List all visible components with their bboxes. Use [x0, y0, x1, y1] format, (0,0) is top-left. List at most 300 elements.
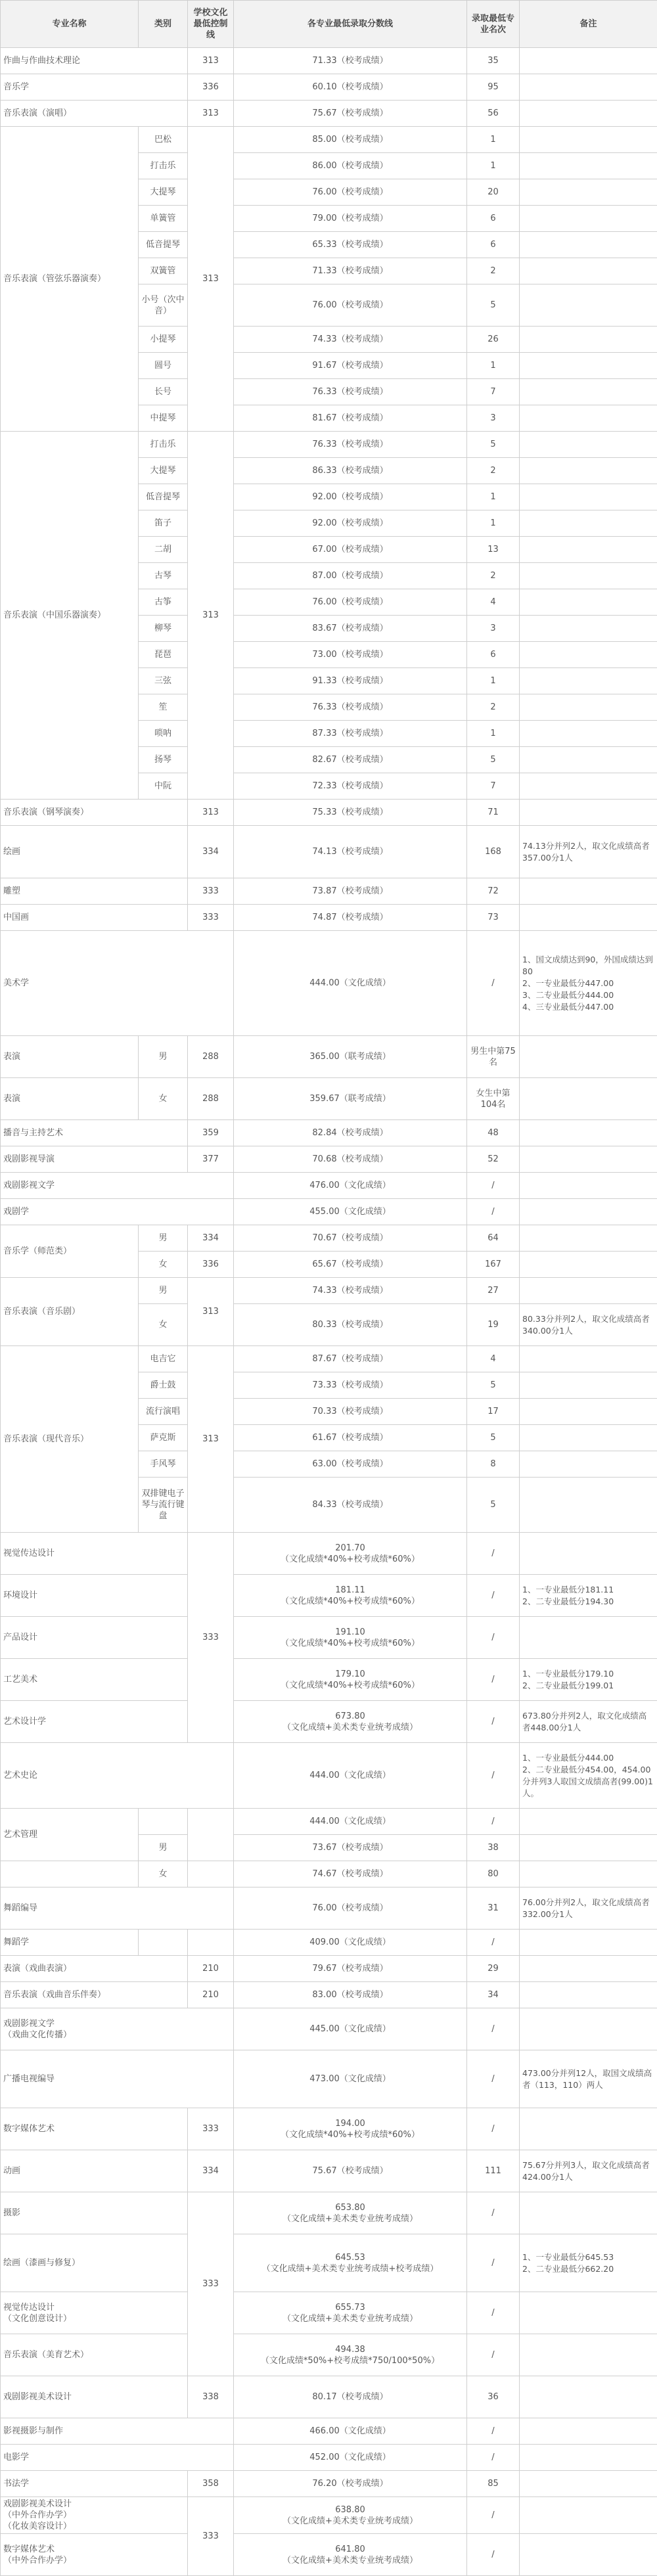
min-score-cell: 359.67（联考成绩）	[234, 1078, 467, 1120]
table-row	[1, 1809, 657, 1835]
min-rank-cell: 26	[467, 327, 520, 353]
table-row	[1, 1078, 657, 1120]
min-rank-cell: 71	[467, 800, 520, 826]
culture-line-cell: 313	[188, 48, 234, 74]
min-rank-cell: 7	[467, 379, 520, 405]
major-cell: 中国画	[1, 905, 188, 931]
category-cell: 巴松	[139, 127, 188, 153]
note-cell	[520, 1809, 657, 1835]
min-score-cell: 71.33（校考成绩）	[234, 48, 467, 74]
category-cell: 二胡	[139, 537, 188, 563]
culture-line-cell: 336	[188, 74, 234, 101]
table-row	[1, 2234, 657, 2292]
major-cell: 戏剧影视文学 （戏曲文化传播）	[1, 2008, 234, 2050]
note-cell	[520, 1399, 657, 1425]
min-rank-cell: 64	[467, 1225, 520, 1252]
culture-line-cell: 313	[188, 127, 234, 432]
category-cell: 女	[139, 1252, 188, 1278]
table-row	[1, 1346, 657, 1372]
culture-line-cell: 333	[188, 905, 234, 931]
note-cell	[520, 878, 657, 905]
min-score-cell: 63.00（校考成绩）	[234, 1451, 467, 1478]
min-score-cell: 476.00（文化成绩）	[234, 1173, 467, 1199]
major-cell: 视觉传达设计	[1, 1533, 188, 1575]
culture-line-cell: 313	[188, 1346, 234, 1533]
min-score-cell: 673.80 （文化成绩+美术类专业统考成绩）	[234, 1701, 467, 1743]
min-score-cell: 83.67（校考成绩）	[234, 616, 467, 642]
min-score-cell: 455.00（文化成绩）	[234, 1199, 467, 1225]
note-cell	[520, 721, 657, 747]
major-cell: 音乐表演（管弦乐器演奏）	[1, 127, 139, 432]
note-cell	[520, 432, 657, 458]
note-cell	[520, 616, 657, 642]
min-score-cell: 67.00（校考成绩）	[234, 537, 467, 563]
min-rank-cell: /	[467, 2334, 520, 2376]
min-score-cell: 201.70 （文化成绩*40%+校考成绩*60%）	[234, 1533, 467, 1575]
min-score-cell: 645.53 （文化成绩+美术类专业统考成绩+校考成绩）	[234, 2234, 467, 2292]
table-row	[1, 2334, 657, 2376]
min-score-cell: 76.00（校考成绩）	[234, 1887, 467, 1930]
category-cell: 电吉它	[139, 1346, 188, 1372]
note-cell	[520, 537, 657, 563]
category-cell: 打击乐	[139, 432, 188, 458]
min-rank-cell: 168	[467, 826, 520, 878]
min-rank-cell: /	[467, 2534, 520, 2576]
min-score-cell: 72.33（校考成绩）	[234, 773, 467, 800]
note-cell	[520, 2534, 657, 2576]
note-cell: 1、一专业最低分179.10 2、二专业最低分199.01	[520, 1659, 657, 1701]
min-rank-cell: 6	[467, 206, 520, 232]
culture-line-cell: 333	[188, 2497, 234, 2576]
note-cell	[520, 2471, 657, 2497]
category-cell: 圆号	[139, 353, 188, 379]
min-score-cell: 80.33（校考成绩）	[234, 1304, 467, 1346]
note-cell	[520, 773, 657, 800]
note-cell	[520, 2497, 657, 2534]
table-row	[1, 1930, 657, 1956]
min-rank-cell: /	[467, 1809, 520, 1835]
min-score-cell: 444.00（文化成绩）	[234, 1809, 467, 1835]
table-row	[1, 1575, 657, 1617]
note-cell	[520, 1173, 657, 1199]
major-cell: 表演	[1, 1036, 139, 1078]
table-row	[1, 2150, 657, 2192]
min-rank-cell: 111	[467, 2150, 520, 2192]
min-rank-cell: 5	[467, 432, 520, 458]
major-cell: 动画	[1, 2150, 188, 2192]
major-cell: 音乐表演（演唱）	[1, 101, 188, 127]
major-cell: 书法学	[1, 2471, 188, 2497]
culture-line-cell	[188, 1809, 234, 1861]
major-cell: 音乐表演（中国乐器演奏）	[1, 432, 139, 800]
table-row	[1, 2376, 657, 2418]
note-cell: 1、一专业最低分181.11 2、二专业最低分194.30	[520, 1575, 657, 1617]
min-rank-cell: /	[467, 1617, 520, 1659]
min-score-cell: 76.00（校考成绩）	[234, 589, 467, 616]
note-cell: 1、一专业最低分444.00 2、二专业最低分454.00，454.00分并列3人取国文成绩高者(99.00)1人。	[520, 1743, 657, 1809]
min-rank-cell: 48	[467, 1120, 520, 1146]
min-score-cell: 61.67（校考成绩）	[234, 1425, 467, 1451]
major-cell: 工艺美术	[1, 1659, 188, 1701]
culture-line-cell: 210	[188, 1956, 234, 1982]
category-cell: 流行演唱	[139, 1399, 188, 1425]
culture-line-cell: 338	[188, 2376, 234, 2418]
culture-line-cell	[188, 1861, 234, 1887]
table-row	[1, 826, 657, 878]
note-cell	[520, 694, 657, 721]
header-min-rank: 录取最低专业名次	[467, 1, 520, 48]
category-cell: 扬琴	[139, 747, 188, 773]
header-row	[1, 1, 657, 48]
min-score-cell: 445.00（文化成绩）	[234, 2008, 467, 2050]
category-cell	[139, 1930, 188, 1956]
note-cell	[520, 179, 657, 206]
category-cell: 小号（次中音）	[139, 284, 188, 327]
min-score-cell: 76.00（校考成绩）	[234, 179, 467, 206]
min-score-cell: 82.67（校考成绩）	[234, 747, 467, 773]
major-cell: 视觉传达设计 （文化创意设计）	[1, 2292, 188, 2334]
min-rank-cell: /	[467, 2008, 520, 2050]
min-rank-cell: 男生中第75名	[467, 1036, 520, 1078]
note-cell	[520, 510, 657, 537]
table-row	[1, 1278, 657, 1304]
major-cell: 绘画（漆画与修复）	[1, 2234, 188, 2292]
note-cell	[520, 206, 657, 232]
min-rank-cell: /	[467, 1659, 520, 1701]
min-rank-cell: 17	[467, 1399, 520, 1425]
major-cell: 艺术管理	[1, 1809, 139, 1861]
major-cell: 表演（戏曲表演）	[1, 1956, 188, 1982]
table-row	[1, 2292, 657, 2334]
min-rank-cell: 女生中第104名	[467, 1078, 520, 1120]
note-cell	[520, 2292, 657, 2334]
min-rank-cell: /	[467, 931, 520, 1036]
header-category: 类别	[139, 1, 188, 48]
min-rank-cell: 1	[467, 510, 520, 537]
min-rank-cell: 1	[467, 153, 520, 179]
culture-line-cell: 210	[188, 1982, 234, 2008]
min-score-cell: 92.00（校考成绩）	[234, 484, 467, 510]
culture-line-cell: 313	[188, 1278, 234, 1346]
major-cell: 音乐表演（现代音乐）	[1, 1346, 139, 1533]
table-row	[1, 1982, 657, 2008]
category-cell: 低音提琴	[139, 484, 188, 510]
min-score-cell: 653.80 （文化成绩+美术类专业统考成绩）	[234, 2192, 467, 2234]
note-cell	[520, 1982, 657, 2008]
note-cell	[520, 327, 657, 353]
min-rank-cell: 35	[467, 48, 520, 74]
culture-line-cell: 334	[188, 1225, 234, 1252]
min-rank-cell: 5	[467, 747, 520, 773]
min-score-cell: 91.33（校考成绩）	[234, 668, 467, 694]
culture-line-cell: 313	[188, 101, 234, 127]
min-score-cell: 365.00（联考成绩）	[234, 1036, 467, 1078]
min-rank-cell: 2	[467, 458, 520, 484]
note-cell	[520, 2445, 657, 2471]
note-cell: 80.33分并列2人，取文化成绩高者340.00分1人	[520, 1304, 657, 1346]
note-cell	[520, 747, 657, 773]
note-cell	[520, 1930, 657, 1956]
min-score-cell: 85.00（校考成绩）	[234, 127, 467, 153]
min-rank-cell: 1	[467, 353, 520, 379]
min-score-cell: 191.10 （文化成绩*40%+校考成绩*60%）	[234, 1617, 467, 1659]
table-row	[1, 1225, 657, 1252]
min-rank-cell: 29	[467, 1956, 520, 1982]
table-row	[1, 1659, 657, 1701]
major-cell: 音乐学（师范类）	[1, 1225, 139, 1278]
min-rank-cell: 2	[467, 563, 520, 589]
min-rank-cell: /	[467, 1930, 520, 1956]
min-score-cell: 641.80 （文化成绩+美术类专业统考成绩）	[234, 2534, 467, 2576]
min-rank-cell: 34	[467, 1982, 520, 2008]
min-rank-cell: 1	[467, 668, 520, 694]
min-rank-cell: /	[467, 2497, 520, 2534]
min-score-cell: 179.10 （文化成绩*40%+校考成绩*60%）	[234, 1659, 467, 1701]
culture-line-cell: 313	[188, 800, 234, 826]
min-rank-cell: 85	[467, 2471, 520, 2497]
major-cell: 数字媒体艺术 （中外合作办学）	[1, 2534, 188, 2576]
note-cell	[520, 563, 657, 589]
min-score-cell: 74.87（校考成绩）	[234, 905, 467, 931]
culture-line-cell: 288	[188, 1078, 234, 1120]
note-cell	[520, 153, 657, 179]
min-rank-cell: /	[467, 1173, 520, 1199]
category-cell: 女	[139, 1861, 188, 1887]
min-score-cell: 74.33（校考成绩）	[234, 327, 467, 353]
min-score-cell: 76.20（校考成绩）	[234, 2471, 467, 2497]
note-cell: 1、一专业最低分645.53 2、二专业最低分662.20	[520, 2234, 657, 2292]
note-cell	[520, 589, 657, 616]
min-score-cell: 84.33（校考成绩）	[234, 1478, 467, 1533]
min-rank-cell: 5	[467, 284, 520, 327]
min-rank-cell: 2	[467, 694, 520, 721]
min-rank-cell: 13	[467, 537, 520, 563]
min-rank-cell: /	[467, 1575, 520, 1617]
category-cell: 男	[139, 1036, 188, 1078]
note-cell	[520, 1120, 657, 1146]
min-rank-cell: 8	[467, 1451, 520, 1478]
category-cell: 单簧管	[139, 206, 188, 232]
note-cell	[520, 1533, 657, 1575]
note-cell	[520, 1617, 657, 1659]
category-cell: 手风琴	[139, 1451, 188, 1478]
note-cell	[520, 905, 657, 931]
category-cell: 中提琴	[139, 405, 188, 432]
category-cell: 男	[139, 1835, 188, 1861]
category-cell	[139, 1809, 188, 1835]
category-cell: 笙	[139, 694, 188, 721]
min-rank-cell: /	[467, 2050, 520, 2108]
min-rank-cell: /	[467, 2192, 520, 2234]
min-score-cell: 181.11 （文化成绩*40%+校考成绩*60%）	[234, 1575, 467, 1617]
min-rank-cell: 72	[467, 878, 520, 905]
min-score-cell: 86.00（校考成绩）	[234, 153, 467, 179]
min-score-cell: 194.00 （文化成绩*40%+校考成绩*60%）	[234, 2108, 467, 2150]
min-rank-cell: 1	[467, 721, 520, 747]
note-cell	[520, 1835, 657, 1861]
min-rank-cell: 52	[467, 1146, 520, 1173]
min-rank-cell: 73	[467, 905, 520, 931]
major-cell: 音乐学	[1, 74, 188, 101]
note-cell	[520, 1146, 657, 1173]
min-rank-cell: /	[467, 2445, 520, 2471]
min-score-cell: 76.33（校考成绩）	[234, 432, 467, 458]
table-row	[1, 1956, 657, 1982]
table-row	[1, 1533, 657, 1575]
min-score-cell: 76.00（校考成绩）	[234, 284, 467, 327]
table-row	[1, 2008, 657, 2050]
table-row	[1, 2192, 657, 2234]
min-score-cell: 73.33（校考成绩）	[234, 1372, 467, 1399]
header-min-score: 各专业最低录取分数线	[234, 1, 467, 48]
table-row	[1, 2497, 657, 2534]
min-score-cell: 71.33（校考成绩）	[234, 258, 467, 284]
table-row	[1, 905, 657, 931]
note-cell: 473.00分并列12人，取国文成绩高者（113，110）两人	[520, 2050, 657, 2108]
category-cell: 古琴	[139, 563, 188, 589]
note-cell	[520, 284, 657, 327]
table-row	[1, 2108, 657, 2150]
culture-line-cell: 333	[188, 878, 234, 905]
major-cell: 数字媒体艺术	[1, 2108, 188, 2150]
min-score-cell: 83.00（校考成绩）	[234, 1982, 467, 2008]
min-score-cell: 75.67（校考成绩）	[234, 101, 467, 127]
culture-line-cell: 333	[188, 1533, 234, 1743]
min-rank-cell: 167	[467, 1252, 520, 1278]
min-rank-cell: /	[467, 1199, 520, 1225]
table-row	[1, 101, 657, 127]
table-row	[1, 1743, 657, 1809]
major-cell: 播音与主持艺术	[1, 1120, 188, 1146]
note-cell: 673.80分并列2人，取文化成绩高者448.00分1人	[520, 1701, 657, 1743]
major-cell: 作曲与作曲技术理论	[1, 48, 188, 74]
major-cell: 音乐表演（钢琴演奏）	[1, 800, 188, 826]
min-rank-cell: 3	[467, 405, 520, 432]
min-rank-cell: 1	[467, 484, 520, 510]
note-cell	[520, 2418, 657, 2445]
category-cell: 大提琴	[139, 458, 188, 484]
note-cell: 1、国文成绩达到90，外国成绩达到80 2、一专业最低分447.00 3、二专业最低分444.00 4、三专业最低分447.00	[520, 931, 657, 1036]
note-cell	[520, 2008, 657, 2050]
category-cell: 女	[139, 1304, 188, 1346]
category-cell: 双簧管	[139, 258, 188, 284]
note-cell	[520, 2376, 657, 2418]
category-cell: 男	[139, 1278, 188, 1304]
major-cell: 电影学	[1, 2445, 234, 2471]
min-score-cell: 74.67（校考成绩）	[234, 1861, 467, 1887]
note-cell	[520, 1425, 657, 1451]
note-cell	[520, 800, 657, 826]
culture-line-cell: 359	[188, 1120, 234, 1146]
major-cell: 戏剧影视美术设计	[1, 2376, 188, 2418]
table-row	[1, 2418, 657, 2445]
note-cell	[520, 1225, 657, 1252]
min-score-cell: 70.67（校考成绩）	[234, 1225, 467, 1252]
table-row	[1, 1146, 657, 1173]
note-cell	[520, 1372, 657, 1399]
category-cell: 双排键电子琴与流行键盘	[139, 1478, 188, 1533]
min-rank-cell: 6	[467, 232, 520, 258]
min-score-cell: 82.84（校考成绩）	[234, 1120, 467, 1146]
table-row	[1, 1701, 657, 1743]
note-cell	[520, 353, 657, 379]
category-cell: 男	[139, 1225, 188, 1252]
note-cell	[520, 1478, 657, 1533]
category-cell: 长号	[139, 379, 188, 405]
min-rank-cell: /	[467, 1701, 520, 1743]
category-cell: 琵琶	[139, 642, 188, 668]
min-score-cell: 76.33（校考成绩）	[234, 694, 467, 721]
culture-line-cell: 336	[188, 1252, 234, 1278]
min-score-cell: 86.33（校考成绩）	[234, 458, 467, 484]
min-rank-cell: /	[467, 1533, 520, 1575]
note-cell	[520, 2108, 657, 2150]
table-row	[1, 800, 657, 826]
min-score-cell: 79.00（校考成绩）	[234, 206, 467, 232]
major-cell: 美术学	[1, 931, 234, 1036]
min-rank-cell: 31	[467, 1887, 520, 1930]
table-row	[1, 2050, 657, 2108]
note-cell	[520, 74, 657, 101]
note-cell	[520, 1861, 657, 1887]
min-score-cell: 70.68（校考成绩）	[234, 1146, 467, 1173]
min-rank-cell: 1	[467, 127, 520, 153]
min-score-cell: 444.00（文化成绩）	[234, 931, 467, 1036]
note-cell	[520, 48, 657, 74]
category-cell: 女	[139, 1078, 188, 1120]
min-score-cell: 494.38 （文化成绩*50%+校考成绩*750/100*50%）	[234, 2334, 467, 2376]
category-cell: 低音提琴	[139, 232, 188, 258]
note-cell	[520, 642, 657, 668]
min-score-cell: 466.00（文化成绩）	[234, 2418, 467, 2445]
note-cell	[520, 1078, 657, 1120]
note-cell	[520, 1956, 657, 1982]
min-rank-cell: 3	[467, 616, 520, 642]
min-score-cell: 655.73 （文化成绩+美术类专业统考成绩）	[234, 2292, 467, 2334]
major-cell: 音乐表演（戏曲音乐伴奏）	[1, 1982, 188, 2008]
major-cell	[1, 1861, 139, 1887]
table-row	[1, 1861, 657, 1887]
min-rank-cell: 36	[467, 2376, 520, 2418]
note-cell	[520, 1199, 657, 1225]
culture-line-cell: 377	[188, 1146, 234, 1173]
major-cell: 产品设计	[1, 1617, 188, 1659]
culture-line-cell: 333	[188, 2192, 234, 2376]
note-cell	[520, 258, 657, 284]
table-row	[1, 1617, 657, 1659]
note-cell	[520, 1278, 657, 1304]
note-cell	[520, 458, 657, 484]
table-row	[1, 1036, 657, 1078]
note-cell	[520, 2192, 657, 2234]
table-row	[1, 432, 657, 458]
min-rank-cell: 80	[467, 1861, 520, 1887]
note-cell	[520, 405, 657, 432]
major-cell: 表演	[1, 1078, 139, 1120]
table-row	[1, 74, 657, 101]
note-cell: 75.67分并列3人，取文化成绩高者424.00分1人	[520, 2150, 657, 2192]
header-culture-line: 学校文化最低控制线	[188, 1, 234, 48]
min-score-cell: 74.33（校考成绩）	[234, 1278, 467, 1304]
culture-line-cell: 334	[188, 826, 234, 878]
major-cell: 戏剧影视文学	[1, 1173, 234, 1199]
min-rank-cell: 20	[467, 179, 520, 206]
major-cell: 戏剧影视美术设计 （中外合作办学） （化妆美容设计）	[1, 2497, 188, 2534]
category-cell: 笛子	[139, 510, 188, 537]
header-major: 专业名称	[1, 1, 139, 48]
table-row	[1, 1199, 657, 1225]
note-cell	[520, 232, 657, 258]
